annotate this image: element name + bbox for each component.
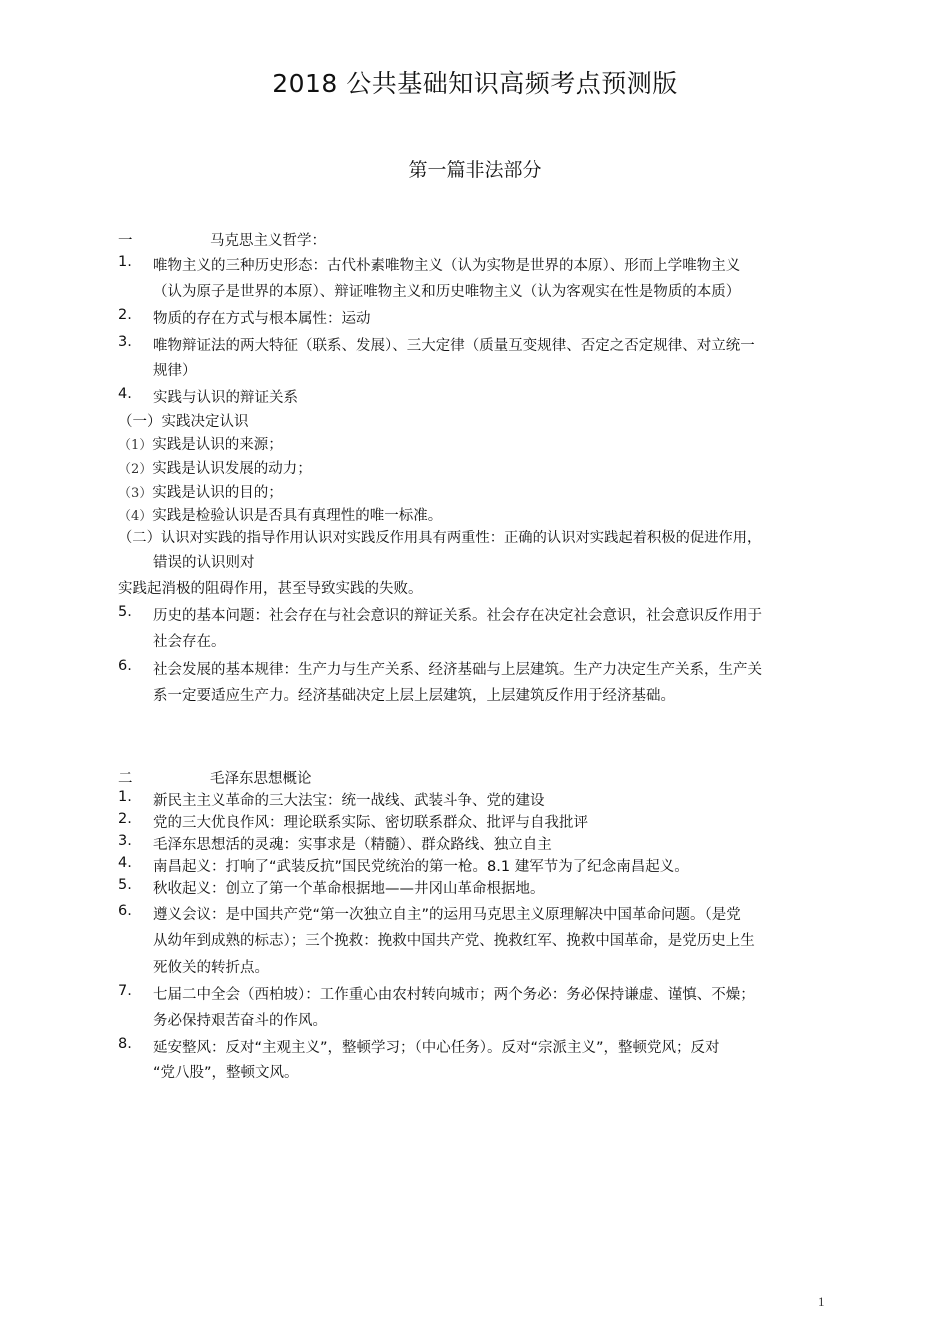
item-text: 规律） (153, 363, 197, 379)
item-number: 4. (118, 855, 132, 871)
list-item-text: 实践是认识的来源； (152, 437, 283, 453)
list-item (118, 457, 312, 478)
section-2-heading (118, 767, 312, 788)
list-item-text: 实践是认识发展的动力； (152, 461, 312, 477)
item-text: 唯物主义的三种历史形态：古代朴素唯物主义（认为实物是世界的本原）、形而上学唯物主义 (153, 258, 741, 274)
list-marker: （1） (118, 438, 153, 453)
item-text: 从幼年到成熟的标志）；三个挽救：挽救中国共产党、挽救红军、挽救中国革命，是党历史上生 (153, 933, 755, 949)
item-number: 1. (118, 254, 132, 270)
item-text: 历史的基本问题：社会存在与社会意识的辩证关系。社会存在决定社会意识，社会意识反作用于 (153, 608, 762, 624)
list-item (118, 504, 442, 525)
item-text: 新民主主义革命的三大法宝：统一战线、武装斗争、党的建设 (153, 793, 545, 809)
item-text: 务必保持艰苦奋斗的作风。 (153, 1013, 327, 1029)
item-text: 秋收起义：创立了第一个革命根据地——井冈山革命根据地。 (153, 881, 545, 897)
list-item-text: 实践是检验认识是否具有真理性的唯一标准。 (152, 508, 443, 524)
subheading-a: （一）实践决定认识 (118, 414, 249, 430)
list-item (118, 433, 283, 454)
item-text: 社会发展的基本规律：生产力与生产关系、经济基础与上层建筑。生产力决定生产关系，生产关 (153, 662, 762, 678)
item-text: 物质的存在方式与根本属性：运动 (153, 311, 371, 327)
item-number: 4. (118, 386, 132, 402)
section-2-title: 毛泽东思想概论 (210, 771, 312, 787)
item-text: “党八股”，整顿文风。 (153, 1065, 299, 1081)
document-title: 2018 公共基础知识高频考点预测版 (272, 69, 678, 98)
section-1-heading (118, 229, 326, 250)
item-text: 遵义会议：是中国共产党“第一次独立自主”的运用马克思主义原理解决中国革命问题。（是党 (153, 907, 741, 923)
item-text: 七届二中全会（西柏坡）：工作重心由农村转向城市；两个务必：务必保持谦虚、谨慎、不燥； (153, 987, 755, 1003)
list-marker: （2） (118, 462, 153, 477)
section-2-number: 二 (118, 771, 133, 787)
part-title: 第一篇非法部分 (408, 159, 542, 181)
item-text: 延安整风：反对“主观主义”，整顿学习；（中心任务）。反对“宗派主义”，整顿党风；反对 (153, 1040, 720, 1056)
item-number: 2. (118, 307, 132, 323)
item-text: 社会存在。 (153, 634, 226, 650)
item-number: 2. (118, 811, 132, 827)
page-number: 1 (818, 1294, 825, 1309)
item-text: 党的三大优良作风：理论联系实际、密切联系群众、批评与自我批评 (153, 815, 588, 831)
section-1-number: 一 (118, 233, 133, 249)
item-number: 7. (118, 983, 132, 999)
item-number: 8. (118, 1036, 132, 1052)
item-text: 实践与认识的辩证关系 (153, 390, 298, 406)
item-text: 系一定要适应生产力。经济基础决定上层上层建筑，上层建筑反作用于经济基础。 (153, 688, 675, 704)
item-text: 死攸关的转折点。 (153, 960, 269, 976)
item-number: 1. (118, 789, 132, 805)
item-number: 5. (118, 604, 132, 620)
list-marker: （3） (118, 486, 153, 501)
item-text: 唯物辩证法的两大特征（联系、发展）、三大定律（质量互变规律、否定之否定规律、对立统一 (153, 338, 755, 354)
list-item-text: 实践是认识的目的； (152, 485, 283, 501)
subheading-b-continued: 错误的认识则对 (153, 555, 255, 571)
list-marker: （4） (118, 509, 153, 524)
item-number: 6. (118, 658, 132, 674)
list-item (118, 481, 283, 502)
section-1-title: 马克思主义哲学： (210, 233, 326, 249)
item-text: （认为原子是世界的本原）、辩证唯物主义和历史唯物主义（认为客观实在性是物质的本质） (153, 284, 741, 300)
paragraph-text: 实践起消极的阻碍作用，甚至导致实践的失败。 (118, 581, 423, 597)
item-number: 3. (118, 833, 132, 849)
item-text: 毛泽东思想活的灵魂：实事求是（精髓）、群众路线、独立自主 (153, 837, 552, 853)
item-text: 南昌起义：打响了“武装反抗”国民党统治的第一枪。8.1 建军节为了纪念南昌起义。 (153, 859, 689, 875)
subheading-b: （二）认识对实践的指导作用认识对实践反作用具有两重性：正确的认识对实践起着积极的促进作用， (118, 530, 762, 546)
item-number: 5. (118, 877, 132, 893)
item-number: 3. (118, 334, 132, 350)
item-number: 6. (118, 903, 132, 919)
